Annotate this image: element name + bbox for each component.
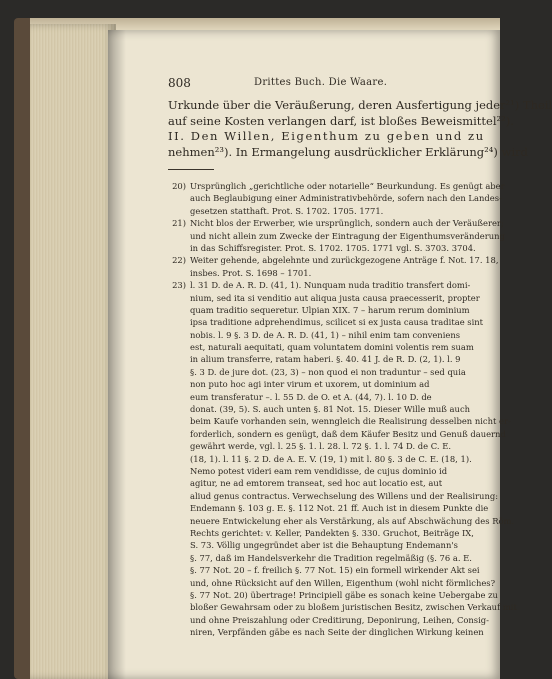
footnote-text: neuere Entwickelung eher als Verstärkung, als auf Abschwächung des Röm.: [190, 515, 515, 526]
footnote-line: [168, 341, 486, 353]
body-line: nehmen²³). In Ermangelung ausdrücklicher Erklärung²⁴) wird: [168, 144, 528, 159]
footnote-line: [168, 242, 486, 254]
footnote-line: [168, 626, 486, 638]
footnote-text: Endemann §. 103 g. E. §. 112 Not. 21 ff. Auch ist in diesem Punkte die: [190, 503, 489, 514]
footnote-line: [168, 440, 486, 452]
footnote-text: §. 77 Not. 20) übertrage! Principiell gäbe es sonach keine Uebergabe zu: [190, 589, 498, 600]
footnote-line: [168, 378, 486, 390]
page-gutter-shadow: [108, 30, 126, 679]
page-header: [168, 76, 486, 92]
footnote: [168, 279, 517, 638]
footnote-text: gesetzen statthaft. Prot. S. 1702. 1705. 1771.: [190, 205, 384, 216]
footnote-line: [168, 254, 499, 266]
footnote-text: ipsa traditione adprehendimus, scilicet si ex justa causa traditae sint: [190, 317, 484, 328]
footnote-line: [168, 267, 486, 279]
footnote-text: auch Beglaubigung einer Administrativbehörde, sofern nach den Landes-: [190, 193, 502, 204]
footnote-line: [168, 316, 486, 328]
footnote-line: [168, 304, 486, 316]
footnote-line: [168, 614, 489, 626]
footnote-number: 21): [172, 218, 186, 229]
footnote-text: est, naturali aequitati, quam voluntatem domini volentis rem suam: [190, 342, 474, 353]
page-number: 808: [168, 76, 191, 90]
footnote-text: non puto hoc agi inter virum et uxorem, ut dominium ad: [190, 379, 430, 390]
footnote-line: [168, 428, 506, 440]
footnote-line: [168, 329, 486, 341]
footnote-text: und nicht allein zum Zwecke der Eintragung der Eigenthumsveränderung: [190, 230, 505, 241]
footnote-text: niren, Verpfänden gäbe es nach Seite der dinglichen Wirkung keinen: [190, 627, 484, 638]
footnote-line: [168, 192, 502, 204]
footnote-text: in alium transferre, ratam haberi. §. 40. 41 J. de R. D. (2, 1). l. 9: [190, 354, 461, 365]
footnote-text: insbes. Prot. S. 1698 – 1701.: [190, 267, 312, 278]
footnote-line: [168, 415, 511, 427]
footnote-text: Rechts gerichtet: v. Keller, Pandekten §. 330. Gruchot, Beiträge IX,: [190, 527, 474, 538]
footnote-line: [168, 180, 505, 192]
footnote-text: §. 3 D. de jure dot. (23, 3) – non quod ei non traduntur – sed quia: [190, 366, 466, 377]
footnote-line: [168, 490, 499, 502]
footnote-line: [168, 539, 486, 551]
footnote-line: [168, 515, 515, 527]
footnote-line: [168, 230, 505, 242]
footnote-line: [168, 292, 486, 304]
footnote-text: quam traditio sequeretur. Ulpian XIX. 7 – harum rerum dominium: [190, 304, 470, 315]
footnote-text: gewährt werde, vgl. l. 25 §. 1. l. 28. l. 72 §. 1. l. 74 D. de C. E.: [190, 441, 451, 452]
footnote-line: [168, 403, 486, 415]
footnote-number: 22): [172, 255, 186, 266]
footnote-line: [168, 465, 486, 477]
footnote-line: [168, 353, 486, 365]
footnote-text: §. 77, daß im Handelsverkehr die Tradition regelmäßig (§. 76 a. E.: [190, 552, 472, 563]
footnote-text: nium, sed ita si venditio aut aliqua justa causa praecesserit, propter: [190, 292, 480, 303]
footnote-line: [168, 391, 486, 403]
footnote-text: forderlich, sondern es genügt, daß dem Käufer Besitz und Genuß dauernd: [190, 428, 506, 439]
footnote-line: [168, 527, 486, 539]
footnote-text: und, ohne Rücksicht auf den Willen, Eigenthum (wohl nicht förmliches?: [190, 577, 496, 588]
footnote-text: Weiter gehende, abgelehnte und zurückgezogene Anträge f. Not. 17. 18,: [190, 255, 499, 266]
footnote-line: [168, 217, 504, 229]
footnote-line: [168, 577, 496, 589]
footnote-text: Ursprünglich „gerichtliche oder notarielle“ Beurkundung. Es genügt aber: [190, 181, 505, 191]
body-line: auf seine Kosten verlangen darf, ist bloßes Beweismittel²²).: [168, 113, 514, 128]
body-text: [168, 98, 552, 160]
footnote: [168, 180, 505, 217]
footnote-text: Nemo potest videri eam rem vendidisse, de cujus dominio id: [190, 465, 448, 476]
footnote-line: [168, 502, 489, 514]
footnote-text: S. 73. Völlig ungegründet aber ist die Behauptung Endemann's: [190, 540, 458, 551]
footnote-text: und ohne Preiszahlung oder Creditirung, Deponirung, Leihen, Consig-: [190, 614, 489, 625]
footnote-text: bloßer Gewahrsam oder zu bloßem juristischen Besitz, zwischen Verkauf mit: [190, 602, 517, 613]
footnote-line: [168, 564, 486, 576]
footnote-line: [168, 477, 486, 489]
footnote-text: agitur, ne ad emtorem transeat, sed hoc aut locatio est, aut: [190, 478, 443, 489]
footnote-line: [168, 589, 498, 601]
footnote-line: [168, 453, 486, 465]
footnote-line: [168, 552, 486, 564]
footnote-number: 20): [172, 181, 186, 191]
footnote-text: donat. (39, 5). S. auch unten §. 81 Not. 15. Dieser Wille muß auch: [190, 404, 471, 415]
footnote-text: eum transferatur –. l. 55 D. de O. et A. (44, 7). l. 10 D. de: [190, 391, 432, 402]
footnote: [168, 217, 505, 254]
footnote-text: aliud genus contractus. Verwechselung des Willens und der Realisirung:: [190, 490, 499, 501]
footnote-text: in das Schiffsregister. Prot. S. 1702. 1705. 1771 vgl. S. 3703. 3704.: [190, 242, 476, 253]
footnote-text: l. 31 D. de A. R. D. (41, 1). Nunquam nuda traditio transfert domi-: [190, 280, 471, 291]
footnote-line: [168, 205, 486, 217]
page-content: [168, 76, 552, 638]
body-line: II. Den Willen, Eigenthum zu geben und zu: [168, 129, 485, 143]
footnote-line: [168, 366, 486, 378]
footnote-line: [168, 601, 517, 613]
footnote-text: nobis. l. 9 §. 3 D. de A. R. D. (41, 1) – nihil enim tam conveniens: [190, 329, 461, 340]
footnote-line: [168, 279, 486, 291]
footnote-text: (18, 1). l. 11 §. 2 D. de A. E. V. (19, 1) mit l. 80 §. 3 de C. E. (18, 1).: [190, 453, 472, 464]
footnote-text: §. 77 Not. 20 – f. freilich §. 77 Not. 15) ein formell wirkender Akt sei: [190, 565, 480, 576]
footnote-rule: [168, 169, 214, 170]
footnote-text: Nicht blos der Erwerber, wie ursprünglich, sondern auch der Veräußerer;: [190, 218, 504, 229]
footnote-number: 23): [172, 280, 186, 291]
footnote: [168, 254, 499, 279]
running-title: Drittes Buch. Die Waare.: [254, 77, 388, 88]
footnote-text: beim Kaufe vorhanden sein, wenngleich die Realisirung desselben nicht er-: [190, 416, 511, 427]
page-stack-edges: [30, 24, 116, 679]
body-line: Urkunde über die Veräußerung, deren Ausfertigung jeder²¹) Theil: [168, 98, 552, 112]
footnotes: [168, 180, 517, 638]
